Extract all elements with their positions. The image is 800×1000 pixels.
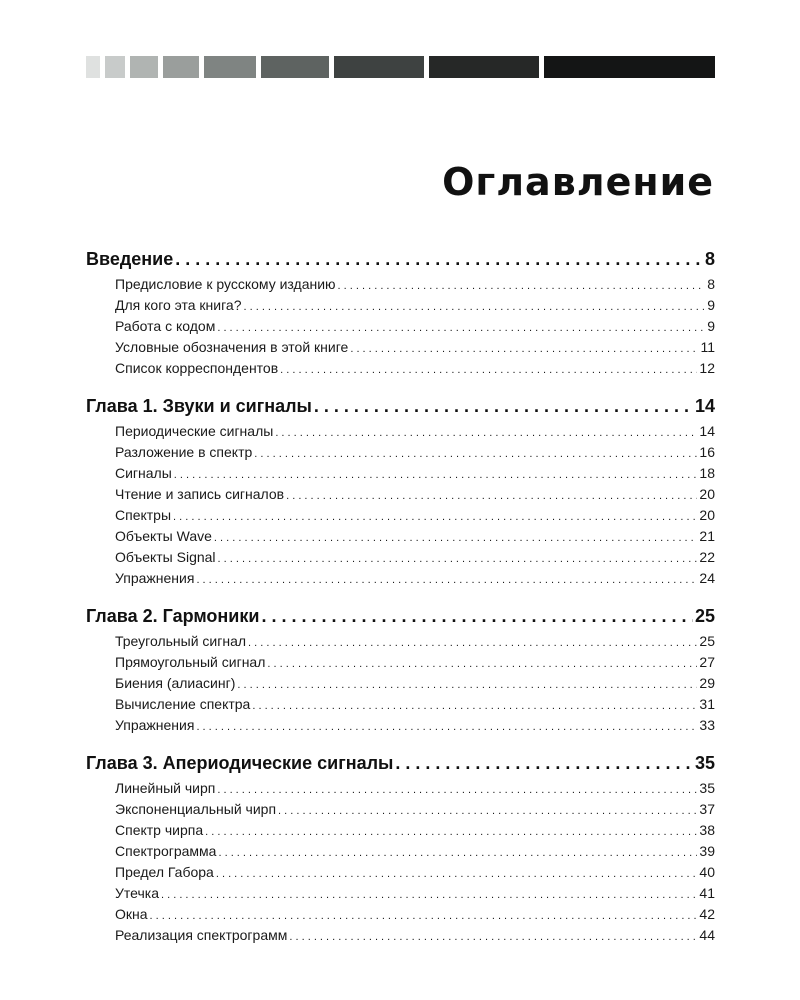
dot-leader (196, 717, 697, 738)
toc-section-entry[interactable] (115, 358, 715, 379)
toc-chapter-entry-page-number: 25 (694, 606, 715, 626)
toc-section-entry-label: Окна (115, 906, 148, 922)
toc-chapter-entry-label: Глава 2. Гармоники (86, 606, 260, 626)
strip-segment (204, 56, 256, 78)
toc-section-entry-page-number: 8 (707, 276, 715, 292)
toc-section-entry-page-number: 11 (700, 339, 715, 355)
toc-section-entry-label: Треугольный сигнал (115, 633, 247, 649)
toc-section-entry-page-number: 42 (699, 906, 715, 922)
toc-section-entry[interactable] (115, 484, 715, 505)
dot-leader (196, 570, 697, 591)
toc-section-entry-label: Предел Габора (115, 864, 214, 880)
dot-leader (248, 633, 697, 654)
toc-section-entry-label: Предисловие к русскому изданию (115, 276, 336, 292)
toc-section-entry-page-number: 44 (699, 927, 715, 943)
toc-section-entry-label: Упражнения (115, 717, 195, 733)
toc-section-entry[interactable] (115, 925, 715, 946)
toc-chapter (86, 748, 715, 946)
strip-segment (105, 56, 125, 78)
dot-leader (254, 444, 697, 465)
dot-leader (174, 465, 698, 486)
toc-section-entry-page-number: 29 (699, 675, 715, 691)
toc-section-entry-label: Чтение и запись сигналов (115, 486, 285, 502)
toc-section-entry[interactable] (115, 316, 715, 337)
dot-leader (267, 654, 697, 675)
strip-segment (86, 56, 100, 78)
toc-section-entry-label: Вычисление спектра (115, 696, 251, 712)
toc-chapter-entry-label: Глава 3. Апериодические сигналы (86, 753, 394, 773)
toc-section-entry-page-number: 39 (699, 843, 715, 859)
toc-section-entry-page-number: 14 (699, 423, 715, 439)
toc-section-entry-label: Реализация спектрограмм (115, 927, 288, 943)
toc-section-entry[interactable] (115, 442, 715, 463)
toc-section-entry-label: Список корреспондентов (115, 360, 279, 376)
strip-segment (130, 56, 158, 78)
toc-section-entry-label: Сигналы (115, 465, 172, 481)
dot-leader (286, 486, 697, 507)
toc-chapter-entry-page-number: 35 (694, 753, 715, 773)
toc-section-entry-label: Условные обозначения в этой книге (115, 339, 349, 355)
dot-leader (150, 906, 698, 927)
strip-segment (334, 56, 424, 78)
toc-section-entry[interactable] (115, 862, 715, 883)
toc-section-entry-page-number: 27 (699, 654, 715, 670)
toc-section-entry-label: Биения (алиасинг) (115, 675, 236, 691)
dot-leader (243, 297, 705, 318)
toc-section-entry-label: Линейный чирп (115, 780, 216, 796)
toc-section-entry-page-number: 20 (699, 486, 715, 502)
toc-section-entry-label: Разложение в спектр (115, 444, 253, 460)
toc-section-entry-page-number: 38 (699, 822, 715, 838)
toc-section-entry-page-number: 9 (707, 297, 715, 313)
toc-chapter-entry-label: Глава 1. Звуки и сигналы (86, 396, 312, 416)
toc-section-entry[interactable] (115, 526, 715, 547)
toc-section-entry-label: Утечка (115, 885, 159, 901)
dot-leader (214, 528, 698, 549)
dot-leader (280, 360, 697, 381)
toc-section-entry-page-number: 35 (699, 780, 715, 796)
toc-section-entry-label: Прямоугольный сигнал (115, 654, 266, 670)
dot-leader (261, 601, 693, 631)
toc-section-entry-label: Спектр чирпа (115, 822, 204, 838)
dot-leader (173, 507, 697, 528)
toc-section-entry-label: Объекты Signal (115, 549, 216, 565)
toc-section-entry[interactable] (115, 673, 715, 694)
toc-chapter-entry[interactable] (86, 601, 715, 631)
toc-section-entry-page-number: 21 (699, 528, 715, 544)
toc-chapter-entry-page-number: 14 (694, 396, 715, 416)
toc-section-entry-page-number: 16 (699, 444, 715, 460)
toc-section-entry[interactable] (115, 778, 715, 799)
toc-section-entry-label: Периодические сигналы (115, 423, 274, 439)
toc-chapter (86, 601, 715, 736)
toc-section-entry-page-number: 33 (699, 717, 715, 733)
toc-section-entry[interactable] (115, 652, 715, 673)
toc-section-entry-page-number: 22 (699, 549, 715, 565)
toc-section-entry-label: Спектрограмма (115, 843, 217, 859)
toc-chapter-entry[interactable] (86, 748, 715, 778)
table-of-contents (86, 244, 715, 958)
strip-segment (544, 56, 715, 78)
toc-section-entry-page-number: 37 (699, 801, 715, 817)
toc-section-entry-page-number: 12 (699, 360, 715, 376)
strip-segment (429, 56, 539, 78)
toc-chapter-entry-label: Введение (86, 249, 174, 269)
dot-leader (350, 339, 698, 360)
toc-section-entry-page-number: 40 (699, 864, 715, 880)
toc-section-entry[interactable] (115, 883, 715, 904)
toc-section-entry[interactable] (115, 547, 715, 568)
toc-section-entry[interactable] (115, 463, 715, 484)
toc-section-entry-label: Экспоненциальный чирп (115, 801, 277, 817)
toc-section-entry[interactable] (115, 337, 715, 358)
toc-chapter (86, 391, 715, 589)
dot-leader (218, 549, 698, 570)
dot-leader (278, 801, 697, 822)
dot-leader (161, 885, 697, 906)
dot-leader (338, 276, 706, 297)
toc-section-entry[interactable] (115, 799, 715, 820)
toc-section-entry[interactable] (115, 694, 715, 715)
toc-section-entry[interactable] (115, 568, 715, 589)
dot-leader (216, 864, 698, 885)
toc-chapter-entry[interactable] (86, 244, 715, 274)
toc-section-entry-page-number: 25 (699, 633, 715, 649)
dot-leader (217, 780, 697, 801)
toc-chapter-entry-page-number: 8 (704, 249, 715, 269)
toc-section-entry[interactable] (115, 505, 715, 526)
header-gradient-strip (86, 56, 715, 78)
dot-leader (217, 318, 705, 339)
page-title: Оглавление (442, 160, 714, 204)
toc-section-entry[interactable] (115, 274, 715, 295)
strip-segment (261, 56, 329, 78)
toc-chapter (86, 244, 715, 379)
dot-leader (275, 423, 697, 444)
dot-leader (237, 675, 697, 696)
toc-section-entry[interactable] (115, 421, 715, 442)
strip-segment (163, 56, 199, 78)
dot-leader (205, 822, 697, 843)
dot-leader (218, 843, 697, 864)
toc-section-entry[interactable] (115, 631, 715, 652)
dot-leader (175, 244, 703, 274)
toc-section-entry-label: Работа с кодом (115, 318, 216, 334)
toc-section-entry[interactable] (115, 715, 715, 736)
dot-leader (289, 927, 697, 948)
toc-section-entry-page-number: 31 (699, 696, 715, 712)
dot-leader (395, 748, 693, 778)
toc-section-entry[interactable] (115, 820, 715, 841)
toc-section-entry-label: Спектры (115, 507, 172, 523)
toc-section-entry-page-number: 18 (699, 465, 715, 481)
toc-section-entry-page-number: 20 (699, 507, 715, 523)
toc-section-entry[interactable] (115, 904, 715, 925)
toc-section-entry[interactable] (115, 295, 715, 316)
dot-leader (252, 696, 697, 717)
toc-chapter-entry[interactable] (86, 391, 715, 421)
toc-section-entry-page-number: 41 (699, 885, 715, 901)
dot-leader (314, 391, 693, 421)
toc-section-entry-label: Упражнения (115, 570, 195, 586)
toc-section-entry-label: Для кого эта книга? (115, 297, 242, 313)
toc-section-entry[interactable] (115, 841, 715, 862)
toc-section-entry-page-number: 9 (707, 318, 715, 334)
toc-section-entry-page-number: 24 (699, 570, 715, 586)
toc-section-entry-label: Объекты Wave (115, 528, 212, 544)
